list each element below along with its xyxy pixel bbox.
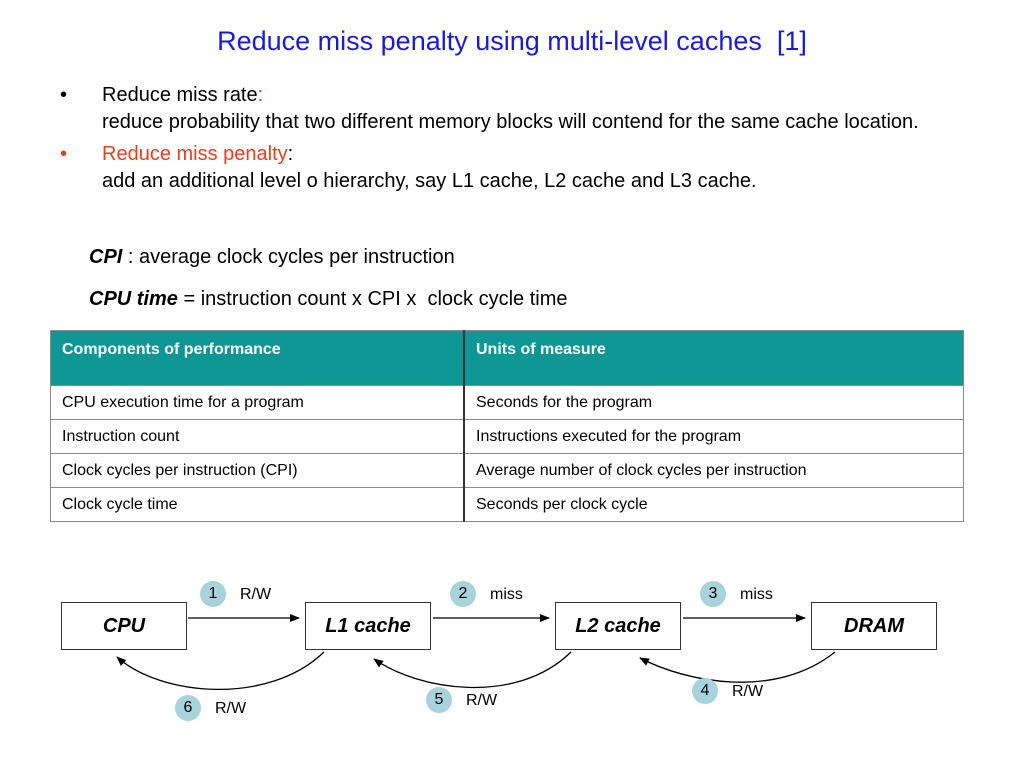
table-cell: Seconds per clock cycle <box>464 488 964 522</box>
bullet-heading: Reduce miss rate <box>102 84 258 106</box>
slide-title: Reduce miss penalty using multi-level caches [1] <box>217 26 807 56</box>
bullet-dot: • <box>60 143 68 165</box>
table-cell: Average number of clock cycles per instruction <box>464 454 964 488</box>
table-cell: CPU execution time for a program <box>51 386 465 420</box>
table-cell: Instructions executed for the program <box>464 420 964 454</box>
step-badge-6: 6 <box>175 695 201 721</box>
step-label-4: R/W <box>732 683 764 700</box>
box-l1-cache: L1 cache <box>305 602 431 650</box>
step-label-1: R/W <box>240 586 272 603</box>
table-cell: Instruction count <box>51 420 465 454</box>
bullet-colon: : <box>287 143 294 165</box>
bullet-colon: : <box>257 84 264 106</box>
step-badge-4: 4 <box>692 678 718 704</box>
table-cell: Clock cycles per instruction (CPI) <box>51 454 465 488</box>
box-cpu: CPU <box>61 602 187 650</box>
bullet-body: reduce probability that two different memory blocks will contend for the same cache location. <box>102 111 919 133</box>
table-cell: Seconds for the program <box>464 386 964 420</box>
step-badge-1: 1 <box>200 581 226 607</box>
step-badge-5: 5 <box>426 687 452 713</box>
step-label-2: miss <box>490 586 523 603</box>
arrow-l2-to-l1 <box>374 652 571 687</box>
definition-text: : average clock cycles per instruction <box>122 246 455 268</box>
arrow-l1-to-cpu <box>117 652 324 689</box>
box-dram: DRAM <box>811 602 937 650</box>
arrow-dram-to-l2 <box>640 652 835 682</box>
column-header: Components of performance <box>51 331 465 386</box>
step-label-6: R/W <box>215 700 247 717</box>
bullet-body: add an additional level o hierarchy, say L1 cache, L2 cache and L3 cache. <box>102 170 757 192</box>
column-header: Units of measure <box>464 331 964 386</box>
step-label-3: miss <box>740 586 773 603</box>
table-cell: Clock cycle time <box>51 488 465 522</box>
bullet-heading: Reduce miss penalty <box>102 143 288 165</box>
definition-term: CPU time <box>89 288 178 310</box>
definition-text: = instruction count x CPI x clock cycle time <box>177 288 568 310</box>
definition-term: CPI <box>89 246 123 268</box>
box-l2-cache: L2 cache <box>555 602 681 650</box>
step-badge-2: 2 <box>450 581 476 607</box>
bullet-dot: • <box>60 84 68 106</box>
step-label-5: R/W <box>466 692 498 709</box>
step-badge-3: 3 <box>700 581 726 607</box>
